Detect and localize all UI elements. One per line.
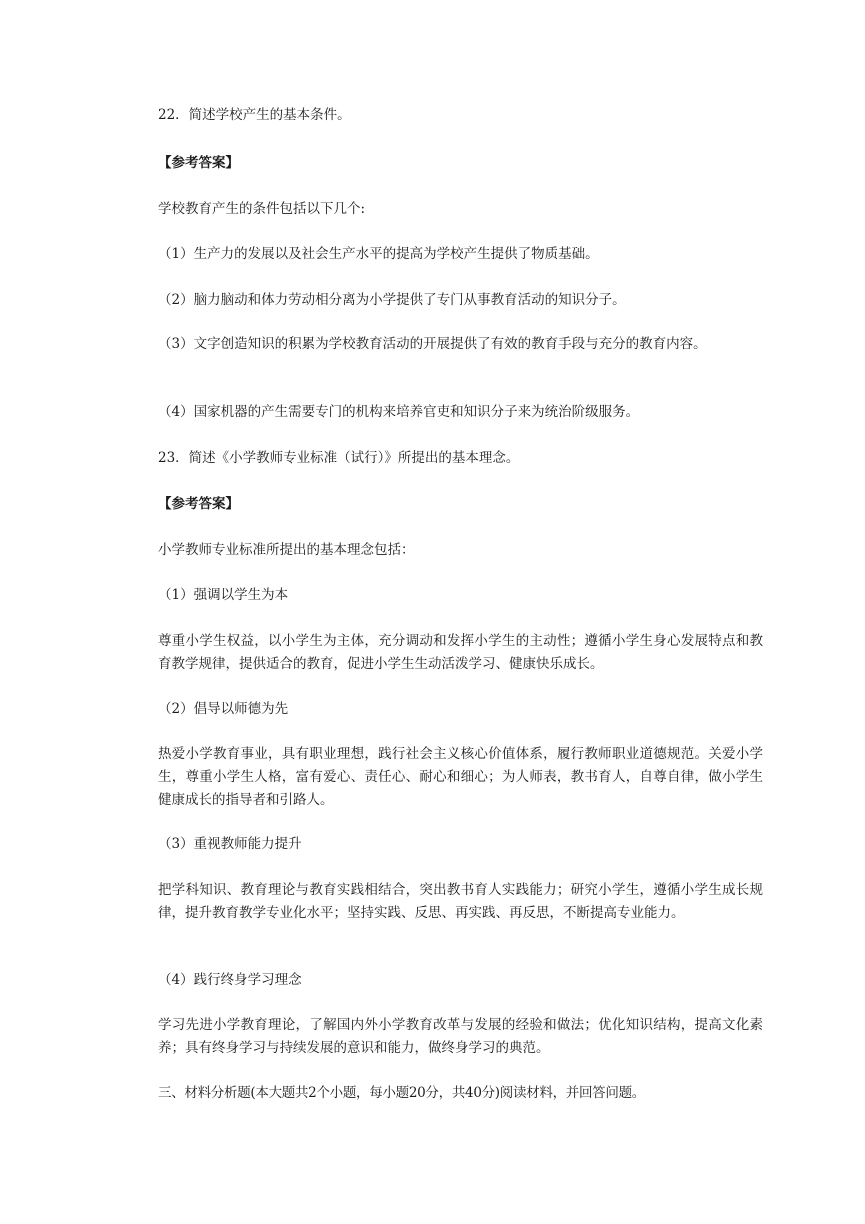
q23-section-1-heading: （1）强调以学生为本 [158,587,289,603]
q23-section-2-body: 热爱小学教育事业，具有职业理想，践行社会主义核心价值体系，履行教师职业道德规范。关爱小学生，尊重小学生人格，富有爱心、责任心、耐心和细心；为人师表，教书育人，自尊自律，做小学生健康成长的指导者和引路人。 [158,746,763,808]
question-22-title: 22．简述学校产生的基本条件。 [158,107,351,123]
q23-intro: 小学教师专业标准所提出的基本理念包括： [158,542,415,558]
section-3-title: 三、材料分析题(本大题共2个小题，每小题20分，共40分)阅读材料，并回答问题。 [158,1085,645,1101]
q23-section-3-body: 把学科知识、教育理论与教育实践相结合，突出教书育人实践能力；研究小学生，遵循小学生成长规律，提升教育教学专业化水平；坚持实践、反思、再实践、再反思，不断提高专业能力。 [158,882,763,921]
q22-point-3: （3）文字创造知识的积累为学校教育活动的开展提供了有效的教育手段与充分的教育内容。 [158,336,707,352]
q23-answer-label: 【参考答案】 [158,496,239,512]
q23-section-3-heading: （3）重视教师能力提升 [158,836,302,852]
q23-section-4-heading: （4）践行终身学习理念 [158,972,302,988]
q22-point-1: （1）生产力的发展以及社会生产水平的提高为学校产生提供了物质基础。 [158,246,599,262]
q22-answer-label: 【参考答案】 [158,155,239,171]
q22-intro: 学校教育产生的条件包括以下几个: [158,201,366,217]
q23-section-2-heading: （2）倡导以师德为先 [158,701,289,717]
q22-point-2: （2）脑力脑动和体力劳动相分离为小学提供了专门从事教育活动的知识分子。 [158,292,626,308]
question-23-title: 23．简述《小学教师专业标准（试行）》所提出的基本理念。 [158,450,520,466]
q22-point-4: （4）国家机器的产生需要专门的机构来培养官吏和知识分子来为统治阶级服务。 [158,404,640,420]
q23-section-4-body: 学习先进小学教育理论，了解国内外小学教育改革与发展的经验和做法；优化知识结构，提高文化素养；具有终身学习与持续发展的意识和能力，做终身学习的典范。 [158,1017,763,1056]
q23-section-1-body: 尊重小学生权益，以小学生为主体，充分调动和发挥小学生的主动性；遵循小学生身心发展特点和教育教学规律，提供适合的教育，促进小学生生动活泼学习、健康快乐成长。 [158,633,763,672]
